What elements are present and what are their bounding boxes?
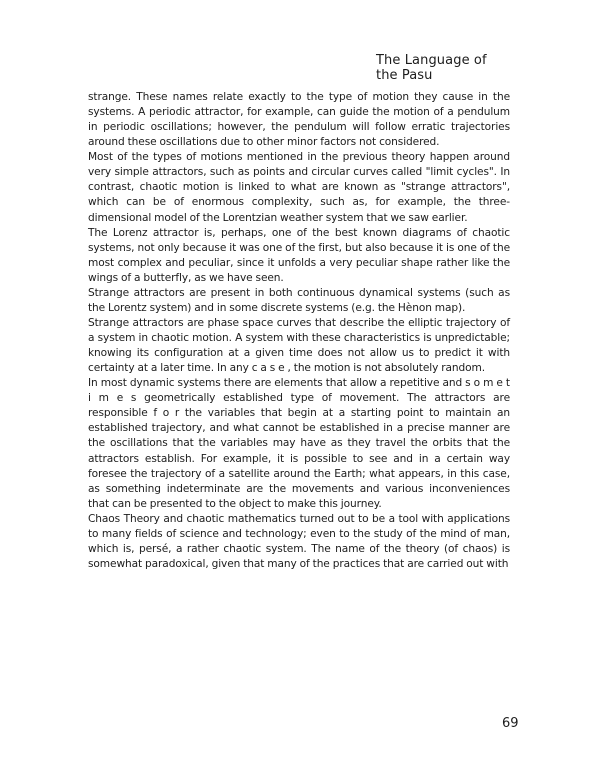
paragraph-1: strange. These names relate exactly to the type of motion they cause in the systems. A periodic attractor, for example, can guide the motion of a pendulum in periodic oscillations; however, the pendulum will follow erratic trajectories around these oscillations due to other minor factors not considered. — [88, 91, 510, 149]
running-header-line-1: The Language of — [376, 53, 487, 68]
paragraph-5: Strange attractors are phase space curves that describe the elliptic trajectory of a system in chaotic motion. A system with these characteristics is unpredictable; knowing its configuration at a given time does not allow us to predict it with certainty at a later time. In any c a s e , the motion is not absolutely random. — [88, 316, 510, 375]
paragraph-4: Strange attractors are present in both continuous dynamical systems (such as the Lorentz system) and in some discrete systems (e.g. the Hènon map). — [88, 286, 510, 314]
running-header-line-2: the Pasu — [376, 68, 433, 83]
paragraph-3: The Lorenz attractor is, perhaps, one of the best known diagrams of chaotic systems, not only because it was one of the first, but also because it is one of the most complex and peculiar, since it unfolds a very peculiar shape rather like the wings of a butterfly, as we have seen. — [88, 226, 510, 284]
paragraph-6: In most dynamic systems there are elements that allow a repetitive and s o m e t i m e s geometrically established type of movement. The attractors are responsible f o r the variables that begin at a starting point to maintain an established trajectory, and what cannot be established in a precise manner are the oscillations that the variables may have as they travel the orbits that the attractors establish. For example, it is possible to see and in a certain way foresee the trajectory of a satellite around the Earth; what appears, in this case, as something indeterminate are the movements and various inconveniences that can be presented to the object to make this journey. — [88, 377, 510, 510]
paragraph-2: Most of the types of motions mentioned in the previous theory happen around very simple attractors, such as points and circular curves called "limit cycles". In contrast, chaotic motion is linked to what are known as "strange attractors", which can be of enormous complexity, such as, for example, the three-dimensional model of the Lorentzian weather system that we saw earlier. — [88, 151, 510, 224]
body-text — [88, 90, 510, 572]
page-number: 69 — [502, 716, 519, 731]
running-header — [376, 53, 487, 83]
paragraph-7: Chaos Theory and chaotic mathematics turned out to be a tool with applications to many fields of science and technology; even to the study of the mind of man, which is, persé, a rather chaotic system. The name of the theory (of chaos) is somewhat paradoxical, given that many of the practices that are carried out with — [88, 512, 510, 570]
